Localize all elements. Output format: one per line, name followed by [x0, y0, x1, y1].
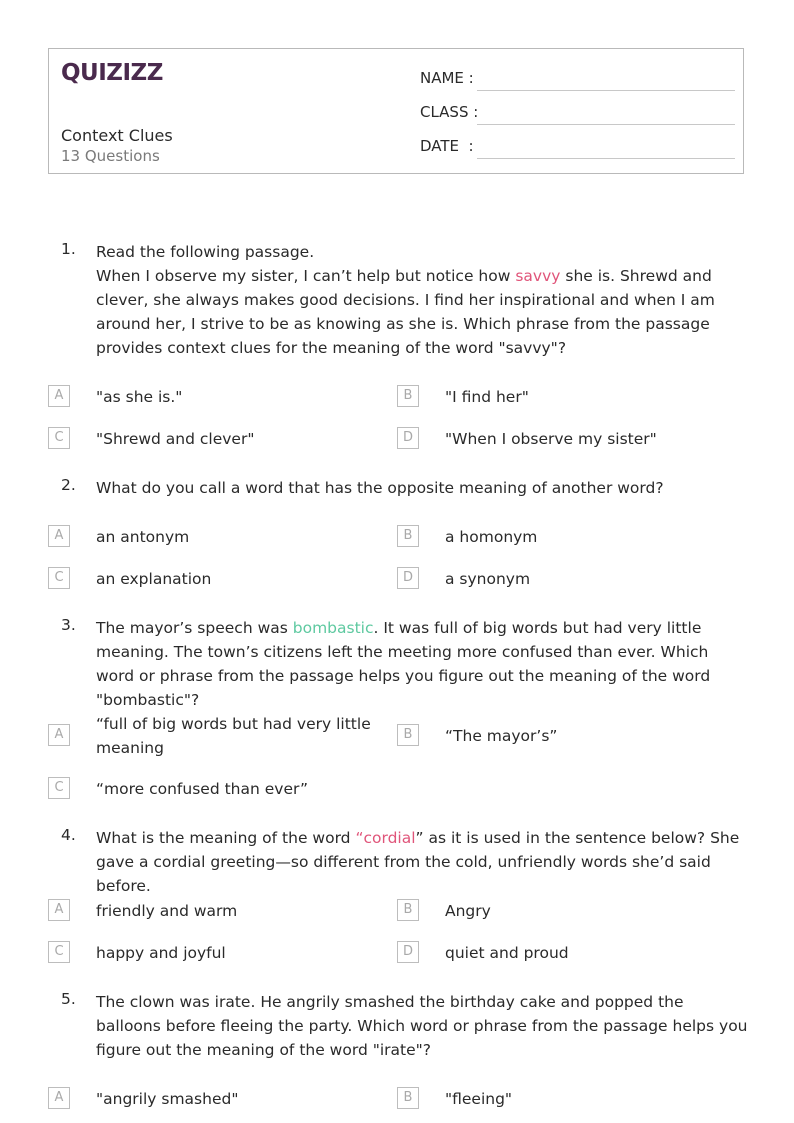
option-text: “more confused than ever”	[96, 780, 309, 798]
question-passage-cont: ” as it is used in the sentence below? She gave a cordial greeting—so different from the cold, unfriendly words she’d said before.	[96, 829, 740, 895]
option-text: "as she is."	[96, 388, 183, 406]
question-number: 3.	[61, 616, 76, 634]
question-passage-cont: . It was full of big words but had very little meaning. The town’s citizens left the meeting more confused than ever. Which word or phrase from the passage helps you figure out the meaning of the word "bombastic"?	[96, 619, 711, 709]
option-text: a homonym	[445, 528, 538, 546]
worksheet-title: Context Clues	[61, 126, 173, 145]
question-passage: What is the meaning of the word	[96, 829, 356, 847]
option-text: Angry	[445, 902, 491, 920]
option-letter: A	[48, 1087, 70, 1109]
question-text	[96, 826, 748, 898]
question-text	[96, 616, 748, 712]
question-number: 5.	[61, 990, 76, 1008]
option-letter: B	[397, 385, 419, 407]
question-number: 2.	[61, 476, 76, 494]
worksheet-header	[48, 48, 744, 174]
question-passage-cont: she is. Shrewd and clever, she always makes good decisions. I find her inspirational and when I am around her, I strive to be as knowing as she is. Which phrase from the passage provides context clues for the meaning of the word "savvy"?	[96, 267, 715, 357]
option-letter: A	[48, 385, 70, 407]
option-letter: D	[397, 941, 419, 963]
option-text: a synonym	[445, 570, 531, 588]
option-text: “The mayor’s”	[445, 727, 558, 745]
option-text: happy and joyful	[96, 944, 226, 962]
name-label: NAME :	[420, 69, 474, 87]
option-text: "When I observe my sister"	[445, 430, 657, 448]
class-field[interactable]	[420, 99, 735, 133]
highlighted-word: “cordial	[355, 829, 416, 847]
option-text: "Shrewd and clever"	[96, 430, 255, 448]
option-letter: A	[48, 899, 70, 921]
option-letter: C	[48, 777, 70, 799]
question-count: 13 Questions	[61, 147, 160, 165]
option-letter: B	[397, 724, 419, 746]
date-line[interactable]	[477, 158, 735, 159]
option-text: an explanation	[96, 570, 212, 588]
class-line[interactable]	[477, 124, 735, 125]
question-passage: The mayor’s speech was	[96, 619, 293, 637]
question-text: The clown was irate. He angrily smashed the birthday cake and popped the balloons before fleeing the party. Which word or phrase from the passage helps you figure out the meaning of the word "irate"?	[96, 993, 748, 1059]
question-text	[96, 240, 748, 360]
option-text: friendly and warm	[96, 902, 238, 920]
student-info-fields	[420, 65, 735, 167]
option-letter: A	[48, 724, 70, 746]
option-letter: D	[397, 427, 419, 449]
question-passage: When I observe my sister, I can’t help but notice how	[96, 267, 516, 285]
option-letter: C	[48, 941, 70, 963]
class-label: CLASS :	[420, 103, 479, 121]
date-label: DATE :	[420, 137, 474, 155]
option-letter: A	[48, 525, 70, 547]
question-number: 1.	[61, 240, 76, 258]
option-text: "angrily smashed"	[96, 1090, 239, 1108]
option-text: “full of big words but had very little meaning	[96, 715, 371, 757]
option-text: an antonym	[96, 528, 190, 546]
option-letter: D	[397, 567, 419, 589]
option-letter: C	[48, 427, 70, 449]
option-text: "fleeing"	[445, 1090, 513, 1108]
name-field[interactable]	[420, 65, 735, 99]
option-letter: B	[397, 899, 419, 921]
option-text: "I find her"	[445, 388, 529, 406]
option-letter: B	[397, 1087, 419, 1109]
option-letter: C	[48, 567, 70, 589]
question-number: 4.	[61, 826, 76, 844]
question-line: Read the following passage.	[96, 243, 315, 261]
option-letter: B	[397, 525, 419, 547]
highlighted-word: savvy	[515, 267, 561, 285]
quizizz-logo: QUIZIZZ	[61, 60, 163, 86]
option-text: quiet and proud	[445, 944, 569, 962]
date-field[interactable]	[420, 133, 735, 167]
name-line[interactable]	[477, 90, 735, 91]
question-text: What do you call a word that has the opposite meaning of another word?	[96, 479, 664, 497]
highlighted-word: bombastic	[292, 619, 374, 637]
